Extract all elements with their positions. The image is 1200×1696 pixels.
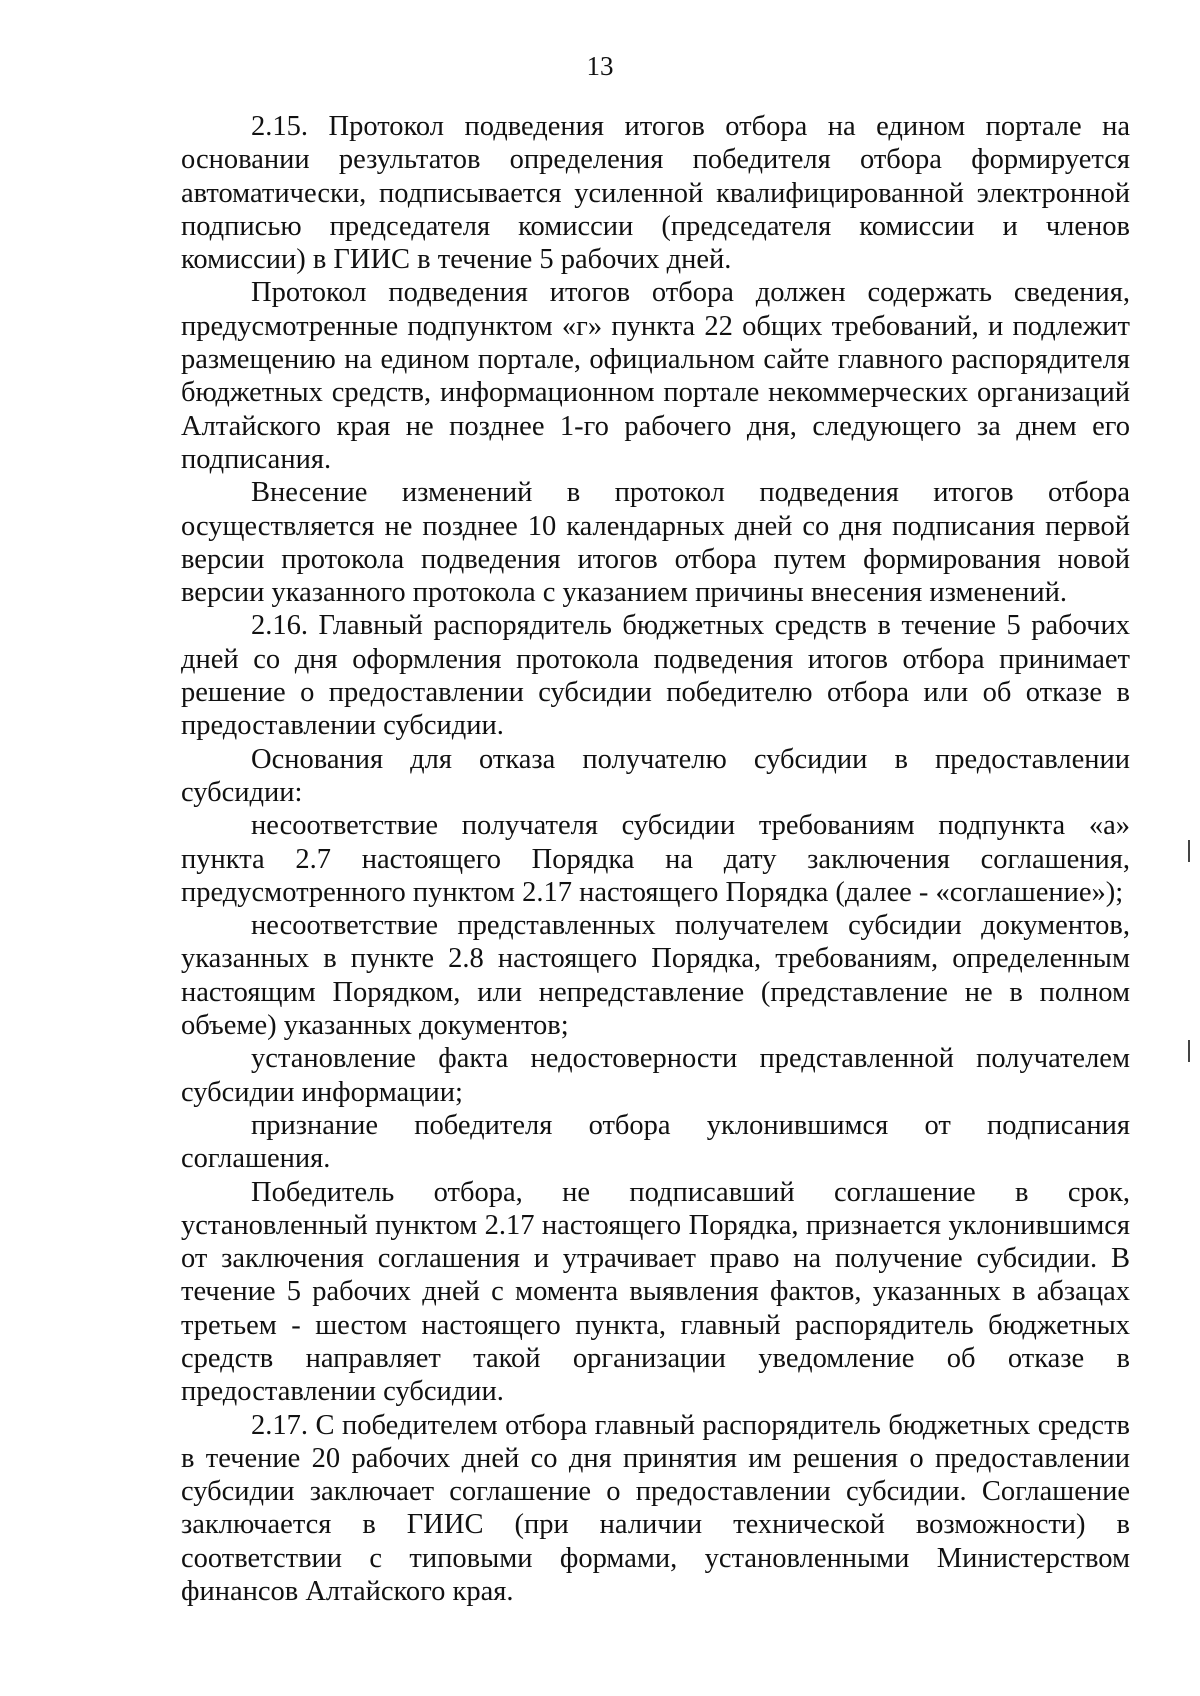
- paragraph-ground-recipient-mismatch: несоответствие получателя субсидии требованиям подпункта «а» пункта 2.7 настоящего Порядка на дату заключения соглашения, предусмотренного пунктом 2.17 настоящего Порядка (далее - «соглашение»);: [181, 810, 1130, 908]
- paragraph-ground-false-information: установление факта недостоверности представленной получателем субсидии информации;: [181, 1043, 1130, 1108]
- paragraph-protocol-changes: Внесение изменений в протокол подведения итогов отбора осуществляется не позднее 10 календарных дней со дня подписания первой версии протокола подведения итогов отбора путем формирования новой версии указанного протокола с указанием причины внесения изменений.: [181, 477, 1130, 609]
- paragraph-ground-evasion: признание победителя отбора уклонившимся от подписания соглашения.: [181, 1109, 1130, 1175]
- document-body: [181, 110, 1130, 1608]
- paragraph-2-15: 2.15. Протокол подведения итогов отбора на едином портале на основании результатов определения победителя отбора формируется автоматически, подписывается усиленной квалифицированной электронной подписью председателя комиссии (председателя комиссии и членов комиссии) в ГИИС в течение 5 рабочих дней.: [181, 111, 1130, 276]
- paragraph-protocol-content: Протокол подведения итогов отбора должен содержать сведения, предусмотренные подпунктом «г» пункта 22 общих требований, и подлежит размещению на едином портале, официальном сайте главного распорядителя бюджетных средств, информационном портале некоммерческих организаций Алтайского края не позднее 1-го рабочего дня, следующего за днем его подписания.: [181, 277, 1130, 475]
- paragraph-ground-documents-mismatch: несоответствие представленных получателем субсидии документов, указанных в пункте 2.8 настоящего Порядка, требованиям, определенным настоящим Порядком, или непредставление (представление не в полном объеме) указанных документов;: [181, 910, 1130, 1042]
- paragraph-refusal-grounds: Основания для отказа получателю субсидии в предоставлении субсидии:: [181, 743, 1130, 808]
- scan-edge-mark: [1188, 1040, 1190, 1062]
- scan-edge-mark: [1188, 840, 1190, 862]
- page-number: 13: [586, 51, 614, 81]
- paragraph-winner-not-signed: Победитель отбора, не подписавший соглашение в срок, установленный пунктом 2.17 настоящего Порядка, признается уклонившимся от заключения соглашения и утрачивает право на получение субсидии. В течение 5 рабочих дней с момента выявления фактов, указанных в абзацах третьем - шестом настоящего пункта, главный распорядитель бюджетных средств направляет такой организации уведомление об отказе в предоставлении субсидии.: [181, 1176, 1130, 1408]
- paragraph-2-16: 2.16. Главный распорядитель бюджетных средств в течение 5 рабочих дней со дня оформления протокола подведения итогов отбора принимает решение о предоставлении субсидии победителю отбора или об отказе в предоставлении субсидии.: [181, 610, 1130, 742]
- paragraph-2-17: 2.17. С победителем отбора главный распорядитель бюджетных средств в течение 20 рабочих дней со дня принятия им решения о предоставлении субсидии заключает соглашение о предоставлении субсидии. Соглашение заключается в ГИИС (при наличии технической возможности) в соответствии с типовыми формами, установленными Министерством финансов Алтайского края.: [181, 1409, 1130, 1608]
